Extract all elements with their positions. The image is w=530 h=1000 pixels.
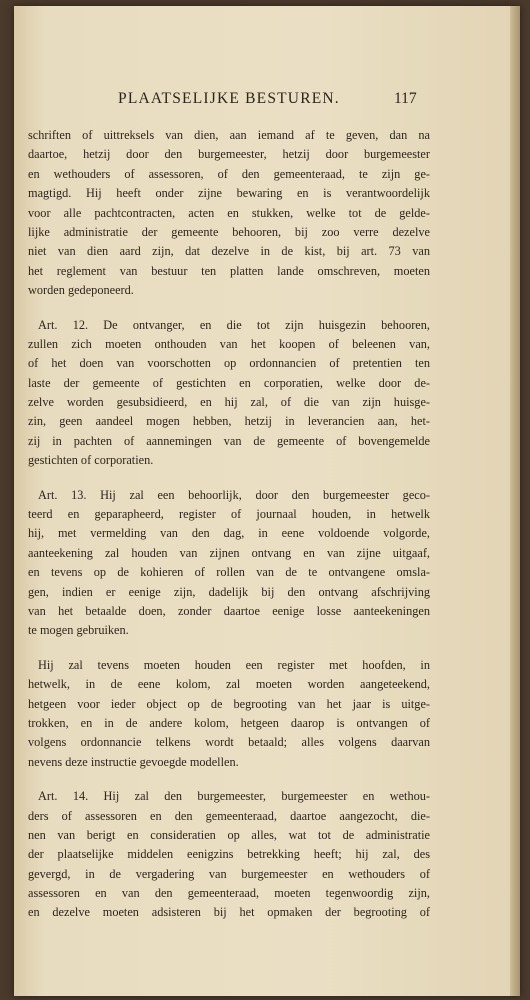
text-line: gestichten of corporatien.: [28, 453, 154, 468]
page-header: [14, 90, 520, 114]
book-page: [14, 6, 520, 996]
paragraph: [28, 656, 430, 772]
text-line: schriften of uittreksels van dien, aan iemand af te geven, dan na: [28, 128, 430, 142]
text-line: hij, met vermelding van den dag, in eene voldoende volgorde,: [28, 526, 430, 541]
text-line: en dezelve moeten adsisteren bij het opmaken der begrooting of: [28, 905, 430, 920]
text-line: magtigd. Hij heeft onder zijne bewaring en is verantwoordelijk: [28, 186, 430, 201]
text-line: het reglement van bestuur ten platten lande omschreven, moeten: [28, 263, 430, 278]
text-line: zullen zich moeten onthouden van het koopen of beleenen van,: [28, 336, 430, 351]
paragraph: [28, 486, 430, 641]
text-line: Art. 13. Hij zal een behoorlijk, door den burgemeester geco-: [38, 487, 430, 502]
text-line: zelve worden gesubsidieerd, en hij zal, of die van zijn huisge-: [28, 395, 430, 410]
text-line: te mogen gebruiken.: [28, 623, 129, 638]
paragraph-gap: [28, 641, 430, 656]
text-line: laste der gemeente of gestichten en corporatien, welke door de-: [28, 375, 430, 390]
page-edge: [510, 6, 520, 996]
text-line: nen van berigt en consideratien op alles, wat tot de administratie: [28, 827, 430, 842]
text-line: niet van dien aard zijn, dat dezelve in de kist, bij art. 73 van: [28, 244, 430, 259]
text-line: daartoe, hetzij door den burgemeester, hetzij door burgemeester: [28, 147, 430, 162]
text-line: Hij zal tevens moeten houden een register met hoofden, in: [38, 657, 430, 672]
text-line: of het doen van voorschotten op ordonnancien of pretentien ten: [28, 356, 430, 371]
text-line: der plaatselijke middelen eenigzins betrekking heeft; hij zal, des: [28, 847, 430, 862]
text-line: nevens deze instructie gevoegde modellen.: [28, 754, 239, 769]
text-line: en tevens op de kohieren of rollen van de te ontvangene omsla-: [28, 565, 430, 580]
body-text: [28, 126, 430, 923]
text-line: van het betaalde doen, zonder daartoe eenige losse aanteekeningen: [28, 603, 430, 618]
running-title: PLAATSELIJKE BESTUREN.: [118, 90, 340, 107]
text-line: zij in pachten of aannemingen van de gemeente of bovengemelde: [28, 433, 430, 448]
page-number: 117: [394, 90, 417, 107]
paragraph: [28, 787, 430, 923]
paragraph-gap: [28, 772, 430, 787]
text-line: en wethouders of assessoren, of den gemeenteraad, te zijn ge-: [28, 166, 430, 181]
text-line: teerd en geparapheerd, register of journaal houden, in hetwelk: [28, 507, 430, 522]
text-line: Art. 12. De ontvanger, en die tot zijn huisgezin behooren,: [38, 317, 430, 332]
text-line: zin, geen aandeel mogen hebben, hetzij in leverancien aan, het-: [28, 414, 430, 429]
text-line: hetgeen voor ieder object op de begrooting van het jaar is uitge-: [28, 696, 430, 711]
text-line: hetwelk, in de eene kolom, zal moeten worden aangeteekend,: [28, 677, 430, 692]
text-line: volgens ordonnancie telkens wordt betaald; alles volgens daarvan: [28, 735, 430, 750]
text-line: ders of assessoren en den gemeenteraad, daartoe aangezocht, die-: [28, 808, 430, 823]
text-line: Art. 14. Hij zal den burgemeester, burgemeester en wethou-: [38, 789, 430, 804]
text-line: worden gedeponeerd.: [28, 283, 134, 298]
text-line: aanteekening zal houden van zijnen ontvang en van zijne uitgaaf,: [28, 545, 430, 560]
text-line: gen, indien er eenige zijn, dadelijk bij den ontvang afschrijving: [28, 584, 430, 599]
paragraph-gap: [28, 471, 430, 486]
paragraph: [28, 126, 430, 301]
text-line: voor alle pachtcontracten, acten en stukken, welke tot de gelde-: [28, 205, 430, 220]
text-line: assessoren en van den gemeenteraad, moeten tegenwoordig zijn,: [28, 886, 430, 901]
text-line: lijke administratie der gemeente behooren, bij zoo verre dezelve: [28, 224, 430, 239]
text-line: gevergd, in de vergadering van burgemeester en wethouders of: [28, 866, 430, 881]
text-line: trokken, en in de andere kolom, hetgeen daarop is ontvangen of: [28, 715, 430, 730]
paragraph-gap: [28, 301, 430, 316]
paragraph: [28, 316, 430, 471]
